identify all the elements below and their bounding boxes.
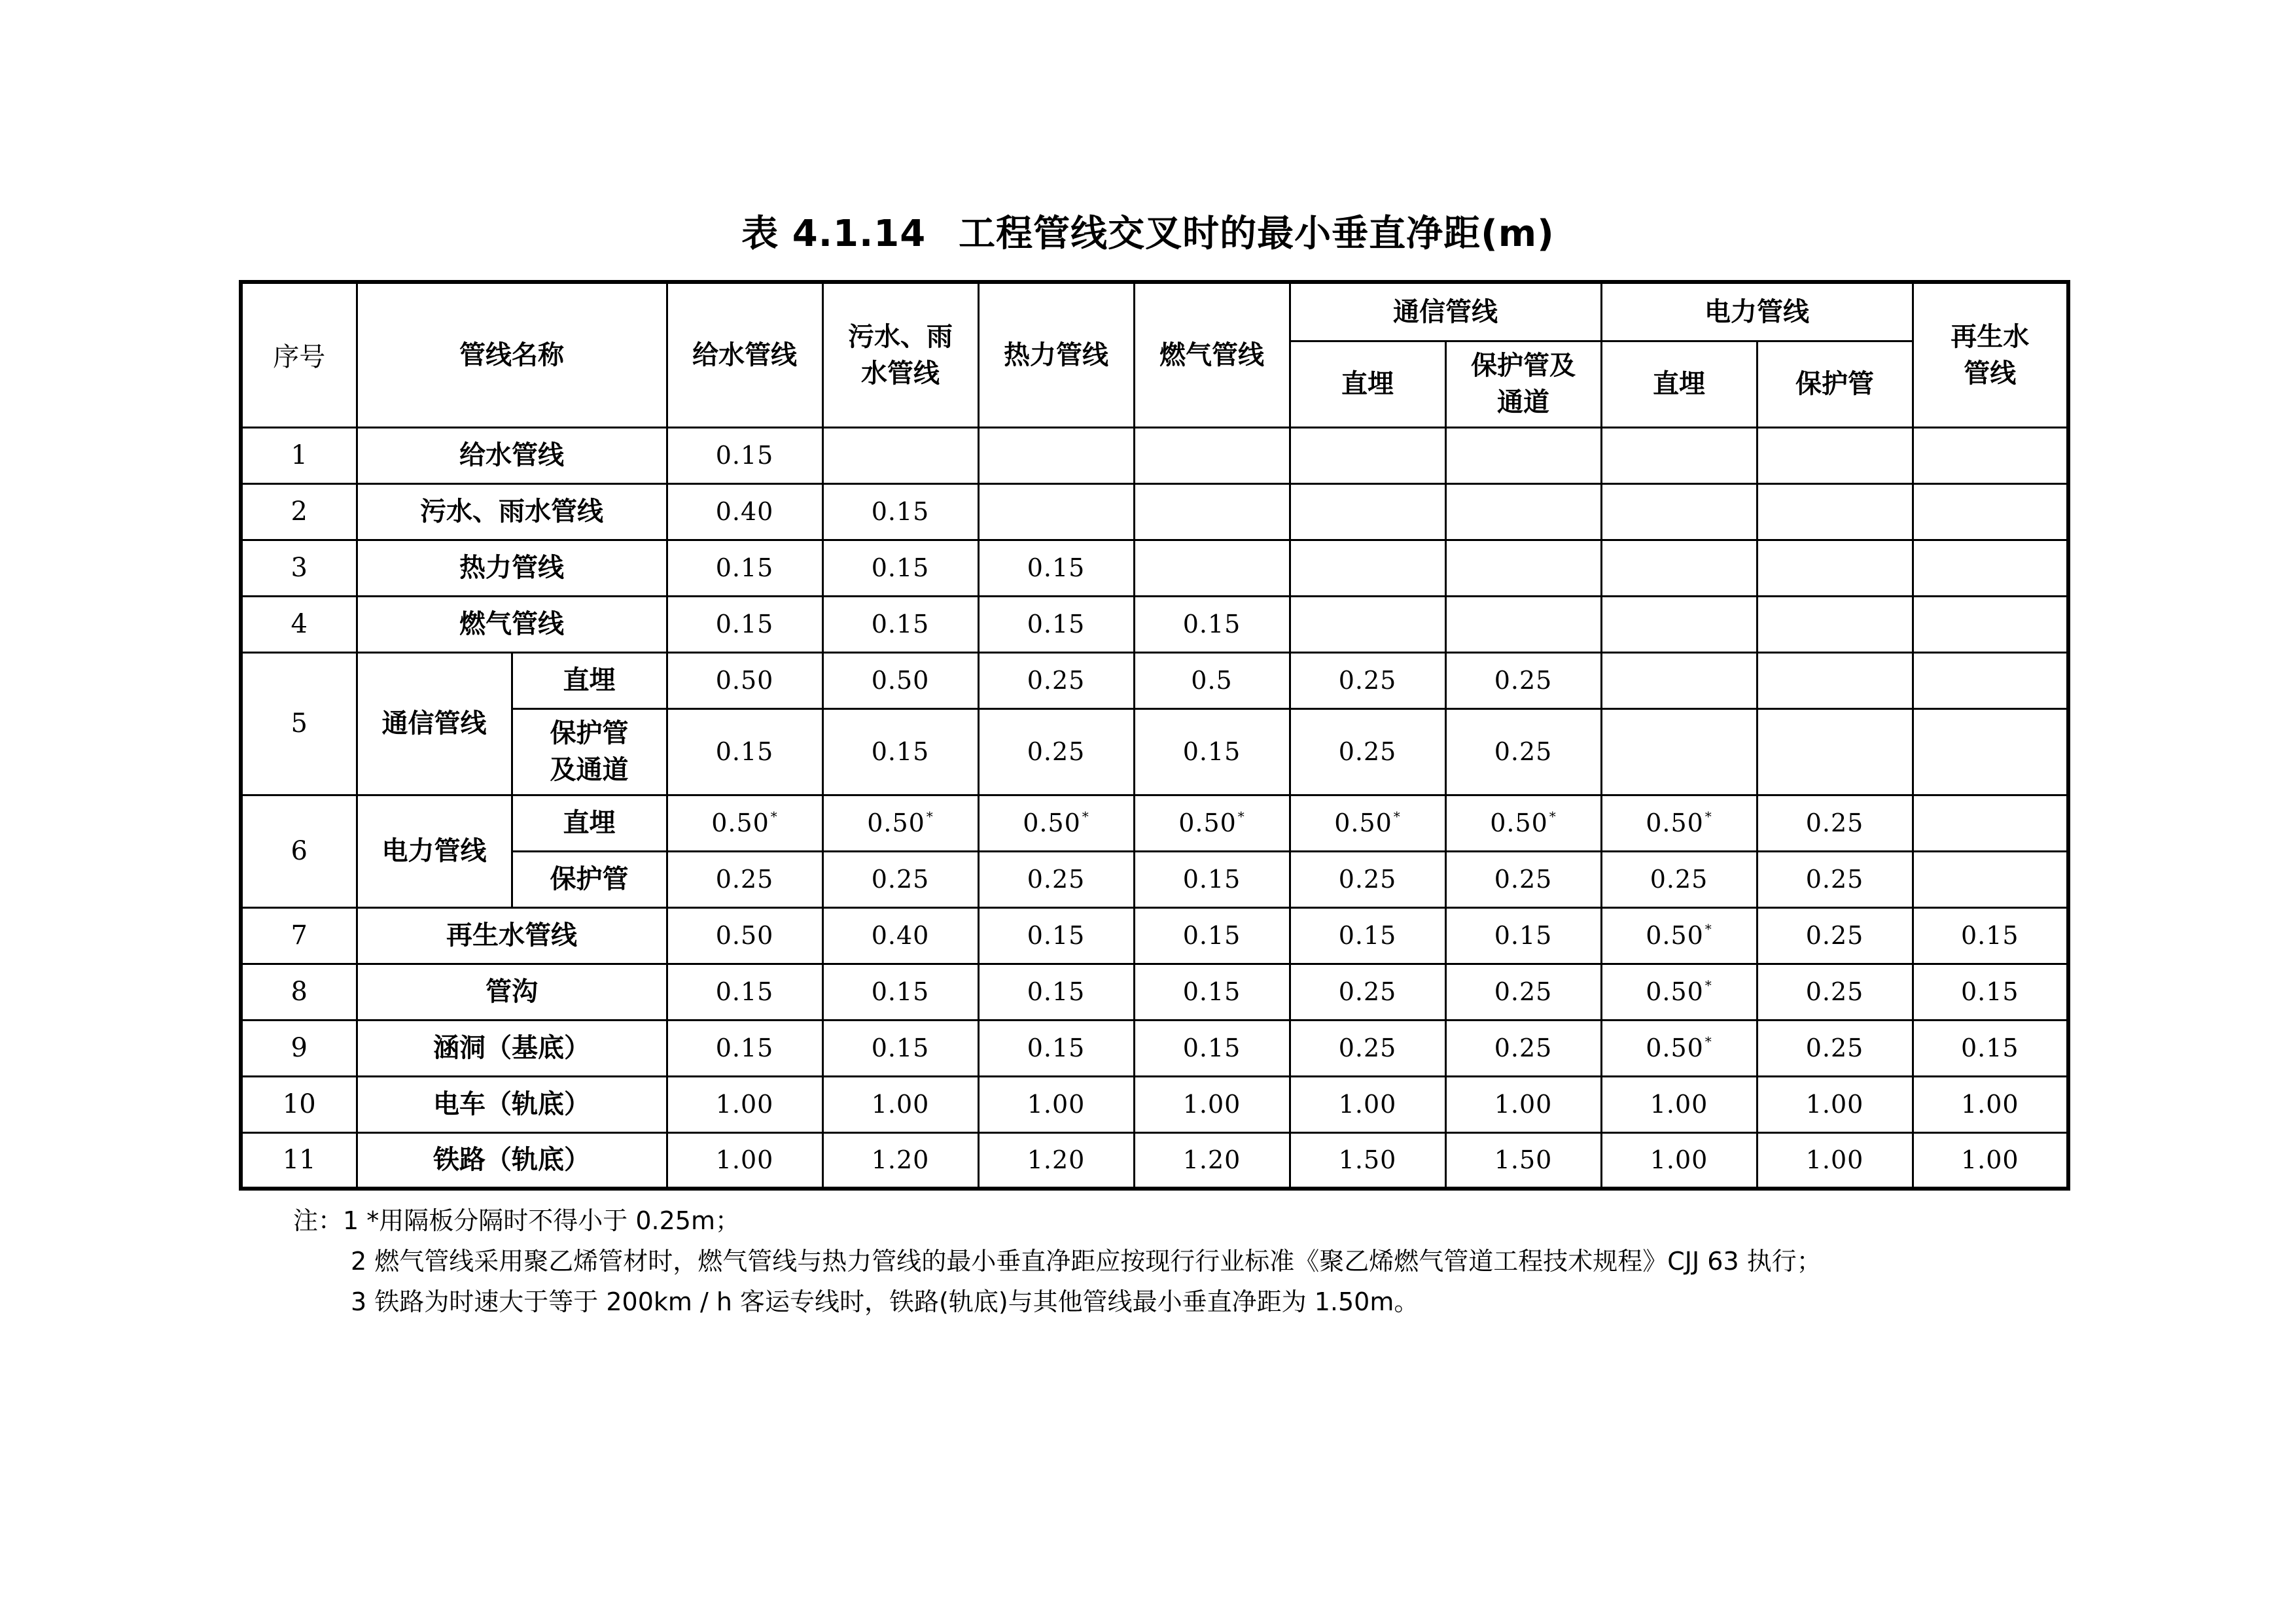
value-cell bbox=[1913, 708, 2068, 795]
value-cell bbox=[667, 964, 822, 1020]
value-text: 0.25 bbox=[1805, 1034, 1864, 1062]
value-text: 0.15 bbox=[871, 737, 930, 766]
value-text: 0.25 bbox=[1338, 977, 1397, 1006]
header-power-protected: 保护管 bbox=[1757, 341, 1913, 427]
value-text: 0.15 bbox=[1182, 610, 1241, 638]
value-text: 0.50 bbox=[1023, 809, 1081, 837]
row-index: 2 bbox=[241, 483, 357, 540]
header-sewage: 污水、雨水管线 bbox=[822, 282, 978, 427]
value-cell bbox=[1290, 795, 1445, 851]
value-cell bbox=[1290, 483, 1445, 540]
value-text: 0.50 bbox=[871, 666, 930, 695]
value-cell bbox=[1445, 427, 1601, 483]
value-cell bbox=[1757, 483, 1913, 540]
value-text: 0.15 bbox=[871, 1034, 930, 1062]
value-text: 1.20 bbox=[1027, 1145, 1086, 1175]
table-number: 表 4.1.14 bbox=[741, 213, 927, 255]
asterisk-mark: * bbox=[770, 809, 778, 824]
value-cell bbox=[667, 1132, 822, 1189]
table-row bbox=[241, 708, 2068, 795]
value-text: 0.5 bbox=[1191, 666, 1233, 695]
header-name: 管线名称 bbox=[357, 282, 667, 427]
value-cell bbox=[1913, 652, 2068, 708]
asterisk-mark: * bbox=[926, 809, 934, 824]
value-text: 0.25 bbox=[1805, 921, 1864, 950]
value-cell bbox=[667, 708, 822, 795]
asterisk-mark: * bbox=[1704, 977, 1712, 993]
value-text: 1.00 bbox=[1027, 1090, 1086, 1119]
value-cell bbox=[1134, 483, 1290, 540]
table-row bbox=[241, 907, 2068, 964]
value-cell bbox=[822, 907, 978, 964]
value-cell bbox=[1913, 1076, 2068, 1132]
value-text: 0.15 bbox=[871, 977, 930, 1006]
value-cell bbox=[667, 907, 822, 964]
value-text: 1.00 bbox=[715, 1145, 774, 1175]
row-name: 电车（轨底） bbox=[357, 1076, 667, 1132]
value-text: 0.15 bbox=[715, 1034, 774, 1062]
value-text: 0.25 bbox=[1494, 737, 1553, 766]
value-cell bbox=[1757, 708, 1913, 795]
table-row bbox=[241, 652, 2068, 708]
row-index: 3 bbox=[241, 540, 357, 596]
value-text: 0.15 bbox=[715, 610, 774, 638]
value-cell bbox=[822, 540, 978, 596]
row-index: 6 bbox=[241, 795, 357, 907]
value-cell bbox=[1290, 596, 1445, 652]
value-text: 1.00 bbox=[1960, 1090, 2019, 1119]
value-cell bbox=[1290, 652, 1445, 708]
value-cell bbox=[1134, 652, 1290, 708]
value-cell bbox=[1290, 964, 1445, 1020]
value-cell bbox=[1445, 851, 1601, 907]
value-cell bbox=[822, 1132, 978, 1189]
row-name: 燃气管线 bbox=[357, 596, 667, 652]
value-text: 0.40 bbox=[871, 921, 930, 950]
asterisk-mark: * bbox=[1704, 1034, 1712, 1049]
value-cell bbox=[978, 652, 1134, 708]
value-cell bbox=[1290, 427, 1445, 483]
value-text: 0.15 bbox=[1182, 865, 1241, 894]
value-cell bbox=[1134, 540, 1290, 596]
value-text: 0.50 bbox=[1646, 921, 1704, 950]
value-cell bbox=[1445, 708, 1601, 795]
value-text: 1.20 bbox=[1182, 1145, 1241, 1175]
row-subname: 直埋 bbox=[512, 795, 667, 851]
value-text: 1.00 bbox=[1338, 1090, 1397, 1119]
value-cell bbox=[1445, 540, 1601, 596]
value-text: 0.50 bbox=[1178, 809, 1237, 837]
header-recycled: 再生水管线 bbox=[1913, 282, 2068, 427]
value-text: 0.50 bbox=[1646, 809, 1704, 837]
value-cell bbox=[1757, 964, 1913, 1020]
value-text: 0.15 bbox=[715, 977, 774, 1006]
value-cell bbox=[978, 427, 1134, 483]
asterisk-mark: * bbox=[1549, 809, 1557, 824]
value-cell bbox=[1445, 795, 1601, 851]
value-text: 1.00 bbox=[1182, 1090, 1241, 1119]
value-cell bbox=[1134, 427, 1290, 483]
value-text: 0.50 bbox=[867, 809, 925, 837]
row-name: 管沟 bbox=[357, 964, 667, 1020]
value-text: 1.00 bbox=[1960, 1145, 2019, 1175]
value-text: 0.25 bbox=[715, 865, 774, 894]
value-cell bbox=[1601, 483, 1757, 540]
value-cell bbox=[667, 1076, 822, 1132]
value-text: 0.25 bbox=[1494, 977, 1553, 1006]
value-text: 0.15 bbox=[1182, 977, 1241, 1006]
value-text: 0.15 bbox=[1338, 921, 1397, 950]
value-cell bbox=[667, 851, 822, 907]
asterisk-mark: * bbox=[1704, 809, 1712, 824]
value-text: 0.25 bbox=[1805, 865, 1864, 894]
value-cell bbox=[1601, 851, 1757, 907]
table-row bbox=[241, 596, 2068, 652]
table-row bbox=[241, 483, 2068, 540]
value-cell bbox=[1757, 540, 1913, 596]
header-gas: 燃气管线 bbox=[1134, 282, 1290, 427]
value-text: 0.50 bbox=[715, 666, 774, 695]
value-text: 0.15 bbox=[1182, 921, 1241, 950]
value-text: 0.15 bbox=[1182, 737, 1241, 766]
value-cell bbox=[667, 483, 822, 540]
value-cell bbox=[1445, 483, 1601, 540]
header-seq: 序号 bbox=[241, 282, 357, 427]
value-cell bbox=[1913, 907, 2068, 964]
value-text: 1.00 bbox=[1494, 1090, 1553, 1119]
value-cell bbox=[978, 483, 1134, 540]
value-text: 1.00 bbox=[1805, 1145, 1864, 1175]
value-cell bbox=[822, 851, 978, 907]
value-cell bbox=[1290, 540, 1445, 596]
row-index: 1 bbox=[241, 427, 357, 483]
value-cell bbox=[1601, 708, 1757, 795]
value-text: 0.40 bbox=[715, 497, 774, 526]
value-text: 0.50 bbox=[1646, 977, 1704, 1006]
value-text: 0.15 bbox=[871, 553, 930, 582]
table-row bbox=[241, 964, 2068, 1020]
value-cell bbox=[822, 596, 978, 652]
value-text: 0.15 bbox=[715, 441, 774, 470]
value-cell bbox=[1445, 1020, 1601, 1076]
asterisk-mark: * bbox=[1393, 809, 1401, 824]
value-cell bbox=[1601, 596, 1757, 652]
value-cell bbox=[667, 540, 822, 596]
value-text: 0.15 bbox=[1027, 921, 1086, 950]
value-cell bbox=[1445, 1132, 1601, 1189]
value-cell bbox=[1134, 851, 1290, 907]
value-text: 0.25 bbox=[1494, 865, 1553, 894]
value-cell bbox=[978, 851, 1134, 907]
asterisk-mark: * bbox=[1704, 921, 1712, 937]
value-cell bbox=[667, 652, 822, 708]
value-cell bbox=[978, 907, 1134, 964]
row-index: 7 bbox=[241, 907, 357, 964]
header-telecom-direct: 直埋 bbox=[1290, 341, 1445, 427]
value-text: 0.50 bbox=[1334, 809, 1392, 837]
value-cell bbox=[1757, 427, 1913, 483]
value-cell bbox=[667, 795, 822, 851]
value-cell bbox=[1290, 708, 1445, 795]
value-text: 0.15 bbox=[1494, 921, 1553, 950]
header-power: 电力管线 bbox=[1601, 282, 1913, 341]
note-1: 注：1 *用隔板分隔时不得小于 0.25m； bbox=[293, 1206, 740, 1235]
value-text: 0.25 bbox=[1338, 737, 1397, 766]
value-cell bbox=[1601, 907, 1757, 964]
row-index: 4 bbox=[241, 596, 357, 652]
value-text: 1.50 bbox=[1338, 1145, 1397, 1175]
row-index: 11 bbox=[241, 1132, 357, 1189]
value-cell bbox=[1601, 1076, 1757, 1132]
row-name: 电力管线 bbox=[357, 795, 512, 907]
value-text: 0.15 bbox=[1182, 1034, 1241, 1062]
value-cell bbox=[1913, 851, 2068, 907]
value-cell bbox=[1445, 1076, 1601, 1132]
value-cell bbox=[1913, 596, 2068, 652]
value-cell bbox=[1290, 907, 1445, 964]
value-cell bbox=[1290, 1020, 1445, 1076]
value-text: 0.15 bbox=[1960, 921, 2019, 950]
value-cell bbox=[822, 964, 978, 1020]
value-cell bbox=[667, 427, 822, 483]
header-water: 给水管线 bbox=[667, 282, 822, 427]
value-cell bbox=[1601, 427, 1757, 483]
value-cell bbox=[1601, 795, 1757, 851]
row-subname: 保护管及通道 bbox=[512, 708, 667, 795]
value-cell bbox=[822, 1020, 978, 1076]
value-cell bbox=[1601, 652, 1757, 708]
value-cell bbox=[822, 708, 978, 795]
row-index: 10 bbox=[241, 1076, 357, 1132]
value-text: 0.50 bbox=[1490, 809, 1548, 837]
value-cell bbox=[1757, 795, 1913, 851]
value-cell bbox=[1757, 1076, 1913, 1132]
value-text: 1.00 bbox=[715, 1090, 774, 1119]
table-row bbox=[241, 1020, 2068, 1076]
row-name: 铁路（轨底） bbox=[357, 1132, 667, 1189]
value-cell bbox=[1290, 1076, 1445, 1132]
value-cell bbox=[978, 596, 1134, 652]
value-text: 1.00 bbox=[1805, 1090, 1864, 1119]
row-name: 给水管线 bbox=[357, 427, 667, 483]
value-text: 1.00 bbox=[871, 1090, 930, 1119]
value-cell bbox=[1913, 483, 2068, 540]
table-row bbox=[241, 1132, 2068, 1189]
value-cell bbox=[1757, 596, 1913, 652]
table-row bbox=[241, 795, 2068, 851]
table-title bbox=[0, 208, 2296, 260]
value-cell bbox=[978, 964, 1134, 1020]
value-text: 0.15 bbox=[1027, 553, 1086, 582]
header-telecom-protected: 保护管及通道 bbox=[1445, 341, 1601, 427]
table-row bbox=[241, 427, 2068, 483]
value-cell bbox=[1134, 964, 1290, 1020]
value-text: 0.25 bbox=[1494, 666, 1553, 695]
value-text: 0.15 bbox=[1960, 1034, 2019, 1062]
value-text: 0.15 bbox=[871, 610, 930, 638]
value-cell bbox=[822, 427, 978, 483]
value-cell bbox=[1913, 540, 2068, 596]
value-text: 0.15 bbox=[1027, 977, 1086, 1006]
value-cell bbox=[667, 1020, 822, 1076]
value-cell bbox=[1445, 652, 1601, 708]
value-text: 0.50 bbox=[715, 921, 774, 950]
value-cell bbox=[1290, 851, 1445, 907]
value-text: 0.25 bbox=[1494, 1034, 1553, 1062]
value-cell bbox=[1757, 652, 1913, 708]
value-cell bbox=[978, 1020, 1134, 1076]
value-text: 0.15 bbox=[715, 737, 774, 766]
row-index: 9 bbox=[241, 1020, 357, 1076]
value-cell bbox=[1134, 1020, 1290, 1076]
value-text: 0.25 bbox=[1027, 737, 1086, 766]
value-text: 0.15 bbox=[871, 497, 930, 526]
value-text: 0.25 bbox=[871, 865, 930, 894]
table-row bbox=[241, 1076, 2068, 1132]
value-text: 0.50 bbox=[711, 809, 769, 837]
row-name: 通信管线 bbox=[357, 652, 512, 795]
row-name: 再生水管线 bbox=[357, 907, 667, 964]
value-text: 0.15 bbox=[1027, 1034, 1086, 1062]
value-text: 0.25 bbox=[1338, 1034, 1397, 1062]
value-text: 0.25 bbox=[1650, 865, 1708, 894]
row-name: 污水、雨水管线 bbox=[357, 483, 667, 540]
value-cell bbox=[1757, 851, 1913, 907]
note-3: 3 铁路为时速大于等于 200km / h 客运专线时，铁路(轨底)与其他管线最小垂直净距为 1.50m。 bbox=[351, 1287, 1419, 1316]
table-row bbox=[241, 540, 2068, 596]
table-caption: 工程管线交叉时的最小垂直净距(m) bbox=[959, 213, 1555, 255]
value-cell bbox=[978, 708, 1134, 795]
note-2: 2 燃气管线采用聚乙烯管材时，燃气管线与热力管线的最小垂直净距应按现行行业标准《聚乙烯燃气管道工程技术规程》CJJ 63 执行； bbox=[351, 1247, 1822, 1276]
value-cell bbox=[1913, 1020, 2068, 1076]
value-cell bbox=[1913, 427, 2068, 483]
row-subname: 直埋 bbox=[512, 652, 667, 708]
row-name: 热力管线 bbox=[357, 540, 667, 596]
value-text: 1.20 bbox=[871, 1145, 930, 1175]
row-index: 5 bbox=[241, 652, 357, 795]
value-cell bbox=[978, 1076, 1134, 1132]
value-cell bbox=[1757, 1020, 1913, 1076]
value-cell bbox=[1445, 964, 1601, 1020]
value-cell bbox=[978, 795, 1134, 851]
value-cell bbox=[1134, 795, 1290, 851]
value-cell bbox=[822, 652, 978, 708]
value-cell bbox=[1601, 964, 1757, 1020]
value-text: 0.15 bbox=[1960, 977, 2019, 1006]
header-telecom: 通信管线 bbox=[1290, 282, 1601, 341]
value-text: 0.25 bbox=[1805, 977, 1864, 1006]
value-cell bbox=[667, 596, 822, 652]
value-text: 0.25 bbox=[1338, 865, 1397, 894]
value-cell bbox=[1913, 964, 2068, 1020]
value-cell bbox=[1601, 540, 1757, 596]
value-cell bbox=[822, 795, 978, 851]
row-index: 8 bbox=[241, 964, 357, 1020]
value-cell bbox=[1445, 596, 1601, 652]
value-cell bbox=[1601, 1132, 1757, 1189]
value-cell bbox=[1134, 1132, 1290, 1189]
header-power-direct: 直埋 bbox=[1601, 341, 1757, 427]
header-heat: 热力管线 bbox=[978, 282, 1134, 427]
value-cell bbox=[822, 1076, 978, 1132]
value-text: 1.00 bbox=[1650, 1090, 1708, 1119]
notes bbox=[293, 1200, 2125, 1322]
value-cell bbox=[1913, 1132, 2068, 1189]
value-text: 0.50 bbox=[1646, 1034, 1704, 1062]
value-text: 1.50 bbox=[1494, 1145, 1553, 1175]
value-cell bbox=[1134, 708, 1290, 795]
value-cell bbox=[1134, 1076, 1290, 1132]
value-text: 0.25 bbox=[1027, 865, 1086, 894]
asterisk-mark: * bbox=[1082, 809, 1089, 824]
value-text: 0.25 bbox=[1805, 809, 1864, 837]
value-cell bbox=[1134, 596, 1290, 652]
value-cell bbox=[978, 1132, 1134, 1189]
row-subname: 保护管 bbox=[512, 851, 667, 907]
value-text: 0.25 bbox=[1338, 666, 1397, 695]
value-cell bbox=[1757, 907, 1913, 964]
value-cell bbox=[1134, 907, 1290, 964]
value-cell bbox=[1601, 1020, 1757, 1076]
row-name: 涵洞（基底） bbox=[357, 1020, 667, 1076]
table-row bbox=[241, 851, 2068, 907]
clearance-table bbox=[239, 280, 2070, 1191]
value-text: 0.15 bbox=[715, 553, 774, 582]
value-text: 0.15 bbox=[1027, 610, 1086, 638]
value-cell bbox=[1445, 907, 1601, 964]
value-cell bbox=[1290, 1132, 1445, 1189]
value-text: 0.25 bbox=[1027, 666, 1086, 695]
asterisk-mark: * bbox=[1237, 809, 1245, 824]
value-cell bbox=[1913, 795, 2068, 851]
value-cell bbox=[978, 540, 1134, 596]
value-cell bbox=[1757, 1132, 1913, 1189]
value-cell bbox=[822, 483, 978, 540]
value-text: 1.00 bbox=[1650, 1145, 1708, 1175]
